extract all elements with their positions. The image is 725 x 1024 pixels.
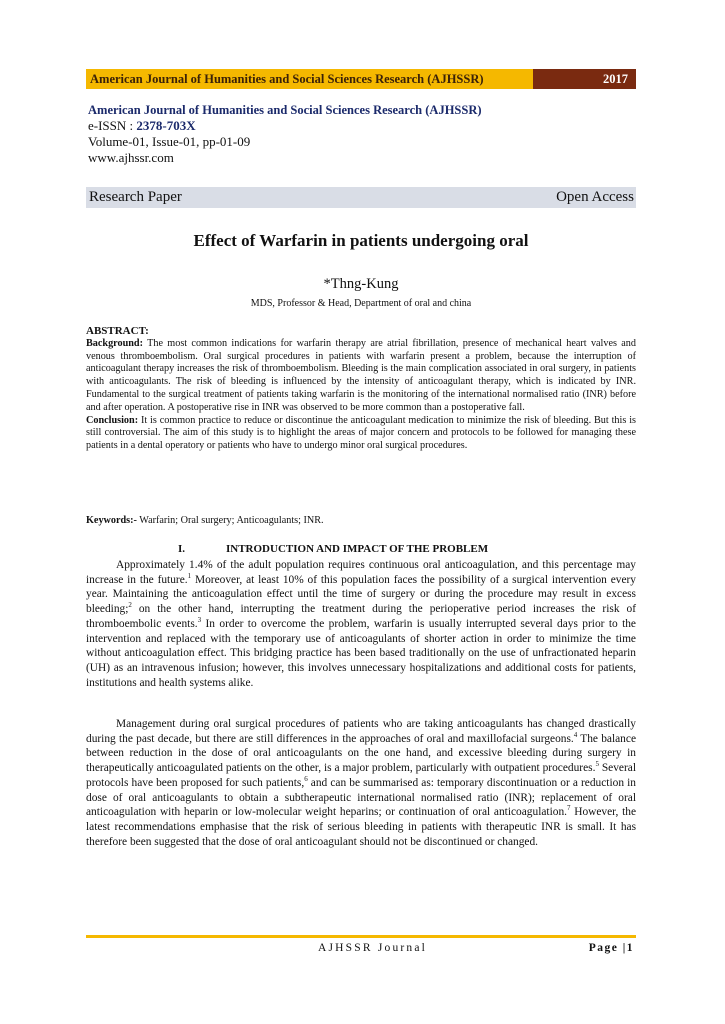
abstract-heading: ABSTRACT: [86,325,149,337]
citation: 5 [595,760,599,769]
text-run: In order to overcome the problem, warfarin is usually interrupted several days prior to the intervention and replaced with the temporary use of anticoagulants of shorter action in order to minimize the time without anticoagulation effect. This bridging practice has been based traditionally on the use of unfractionated heparin (UH) as an intravenous infusion; however, this involves unnecessary hospitalizations and additional costs for patients, institutions and health systems alike. [86,617,636,689]
text-run: Management during oral surgical procedures of patients who are taking anticoagulants has changed drastically during the past decade, but there are still differences in the approaches of oral and maxillofacial surgeons. [86,718,636,745]
eissn-line [88,118,482,134]
text-run: Several protocols have been proposed for such patients, [86,762,636,789]
abstract-conclusion [86,415,636,453]
keywords-label: Keywords:- [86,515,137,526]
eissn-value: 2378-703X [136,118,196,133]
page-number: Page |1 [588,942,634,954]
paper-type-bar [86,187,636,208]
paper-title: Effect of Warfarin in patients undergoing oral [193,231,529,250]
header-year: 2017 [533,69,636,89]
citation: 3 [197,616,202,625]
paper-type-label: Research Paper [89,189,182,205]
abstract [86,325,636,453]
citation: 2 [128,601,132,610]
text-run: and can be summarised as: temporary discontinuation or a reduction in dose of oral anticoagulants to obtain a subtherapeutic international normalised ratio (INR); replacement of oral anticoagulation with heparin or low-molecular weight heparins; or continuation of oral anticoagulation. [86,776,636,819]
text-run: Moreover, at least 10% of this population faces the possibility of a surgical intervention every year. Maintaining the anticoagulation effect until the time of surgery or during the procedure may result in excess bleeding; [86,573,636,616]
body-paragraph-1 [86,558,636,690]
open-access-label: Open Access [556,189,634,205]
citation: 1 [187,571,192,580]
text-run: Approximately 1.4% of the adult population requires continuous oral anticoagulation, and this percentage may increase in the future. [86,559,636,586]
eissn-label: e-ISSN : [88,118,137,133]
conclusion-text: It is common practice to reduce or discontinue the anticoagulant medication to minimize the risk of bleeding. But this is still controversial. The aim of this study is to highlight the areas of major concern and protocols to be followed for managing these patients in a dental operatory or patients who have to undergo minor oral surgical procedures. [86,414,636,452]
text-run: on the other hand, interrupting the treatment during the perioperative period increases the risk of thromboembolic events. [86,603,636,630]
conclusion-label: Conclusion: [86,414,139,426]
author-affiliation: MDS, Professor & Head, Department of oral and china [250,298,472,309]
header-journal-name: American Journal of Humanities and Social Sciences Research (AJHSSR) [86,69,533,89]
volume-info: Volume-01, Issue-01, pp-01-09 [88,134,251,149]
background-label: Background: [86,337,143,349]
footer-journal: AJHSSR Journal [318,942,428,954]
citation: 6 [304,775,308,784]
journal-header-bar [86,69,636,89]
text-run: However, the latest recommendations emphasise that the risk of serious bleeding in patients with therapeutic INR is small. It has therefore been suggested that the dose of oral anticoagulant should not be discontinued or changed. [86,806,636,848]
section-title: INTRODUCTION AND IMPACT OF THE PROBLEM [226,543,489,555]
journal-info [88,102,482,166]
keywords-text: Warfarin; Oral surgery; Anticoagulants; INR. [136,515,324,526]
text-run: The balance between reduction in the dose of oral anticoagulants on the one hand, and excessive bleeding during surgery in therapeutically anticoagulated patients on the other, is a major problem, particularly with outpatient procedures. [86,732,636,775]
citation: 7 [566,804,571,813]
section-number: I. [178,543,186,555]
footer-divider [86,935,636,938]
abstract-background [86,338,636,415]
journal-name: American Journal of Humanities and Social Sciences Research (AJHSSR) [88,103,482,117]
keywords [86,515,636,526]
author-name: *Thng-Kung [323,276,399,292]
body-paragraph-2 [86,717,636,849]
background-text: The most common indications for warfarin therapy are atrial fibrillation, presence of mechanical heart valves and venous thromboembolism. Oral surgical procedures in patients with warfarin present a problem, because the interruption of anticoagulant therapy increases the risk of thromboembolism. Bleeding is the main complication associated in oral surgery, in patients with anticoagulants. The risk of bleeding is influenced by the intensity of anticoagulant therapy, which is indicated by INR. Fundamental to the surgical treatment of patients taking warfarin is the monitoring of the international normalised ratio (INR) before and after operation. A postoperative rise in INR was observed to be more common than a postoperative fall. [86,337,636,413]
journal-website: www.ajhssr.com [88,150,174,165]
citation: 4 [573,730,578,739]
